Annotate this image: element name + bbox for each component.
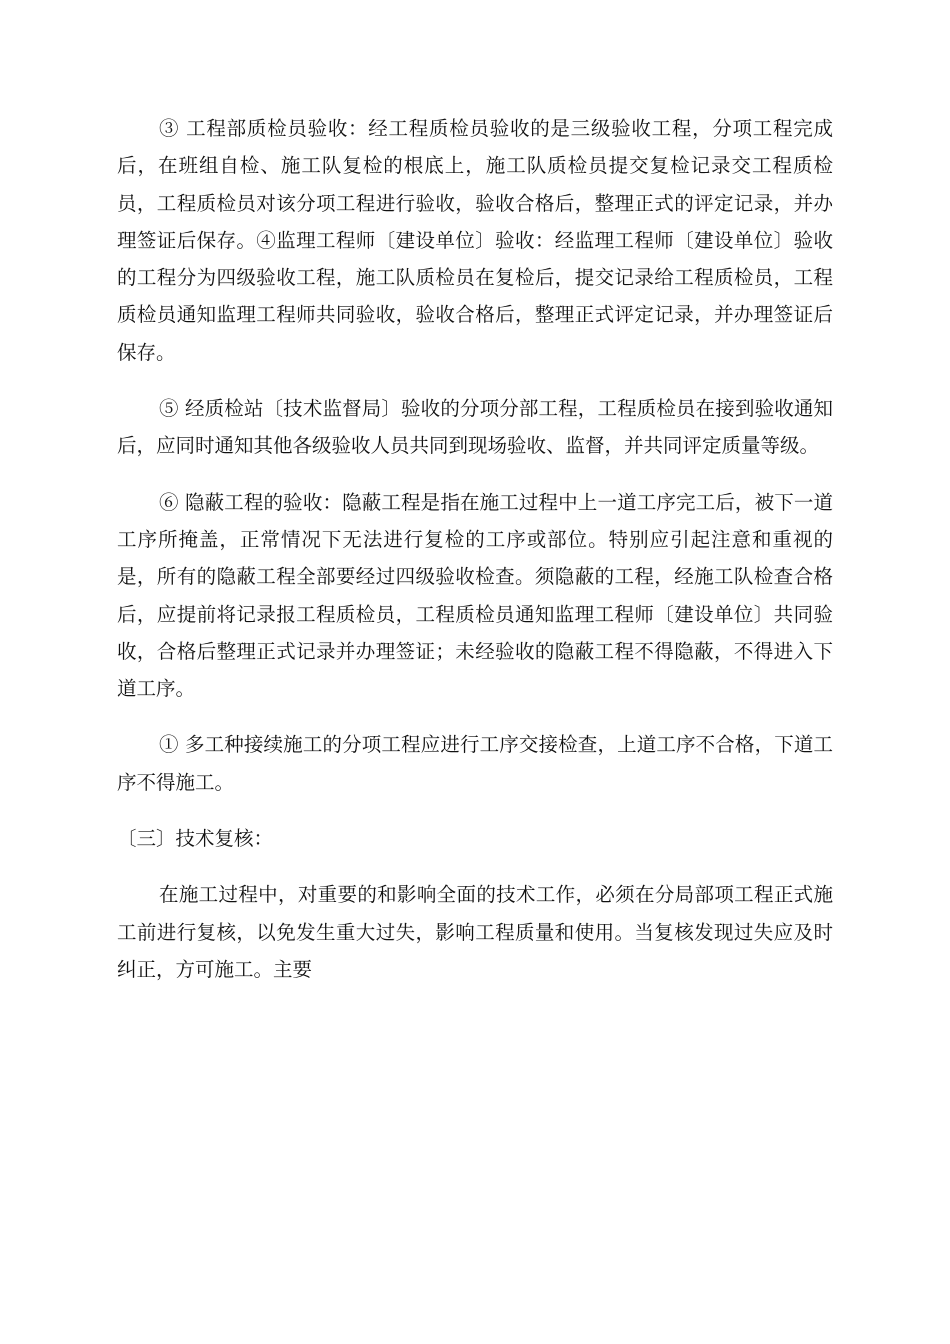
paragraph-quality-station-acceptance: ⑤ 经质检站〔技术监督局〕验收的分项分部工程，工程质检员在接到验收通知后，应同时通知其他各级验收人员共同到现场验收、监督，并共同评定质量等级。 (117, 397, 833, 458)
paragraph-engineering-inspection: ③ 工程部质检员验收：经工程质检员验收的是三级验收工程，分项工程完成后，在班组自检、施工队复检的根底上，施工队质检员提交复检记录交工程质检员，工程质检员对该分项工程进行验收，验收合格后，整理正式的评定记录，并办理签证后保存。④监理工程师〔建设单位〕验收：经监理工程师〔建设单位〕验收的工程分为四级验收工程，施工队质检员在复检后，提交记录给工程质检员，工程质检员通知监理工程师共同验收，验收合格后，整理正式评定记录，并办理签证后保存。 (117, 117, 833, 364)
paragraph-handover-inspection: ① 多工种接续施工的分项工程应进行工序交接检查，上道工序不合格，下道工序不得施工。 (117, 733, 833, 794)
paragraph-concealed-works: ⑥ 隐蔽工程的验收：隐蔽工程是指在施工过程中上一道工序完工后，被下一道工序所掩盖，正常情况下无法进行复检的工序或部位。特别应引起注意和重视的是，所有的隐蔽工程全部要经过四级验收检查。须隐蔽的工程，经施工队检查合格后，应提前将记录报工程质检员，工程质检员通知监理工程师〔建设单位〕共同验收，合格后整理正式记录并办理签证；未经验收的隐蔽工程不得隐蔽，不得进入下道工序。 (117, 490, 833, 701)
document-body (117, 110, 833, 1007)
paragraph-technical-review: 在施工过程中，对重要的和影响全面的技术工作，必须在分局部项工程正式施工前进行复核，以免发生重大过失，影响工程质量和使用。当复核发现过失应及时纠正，方可施工。主要 (117, 883, 833, 981)
section-heading-technical-review: 〔三〕技术复核： (117, 827, 274, 851)
